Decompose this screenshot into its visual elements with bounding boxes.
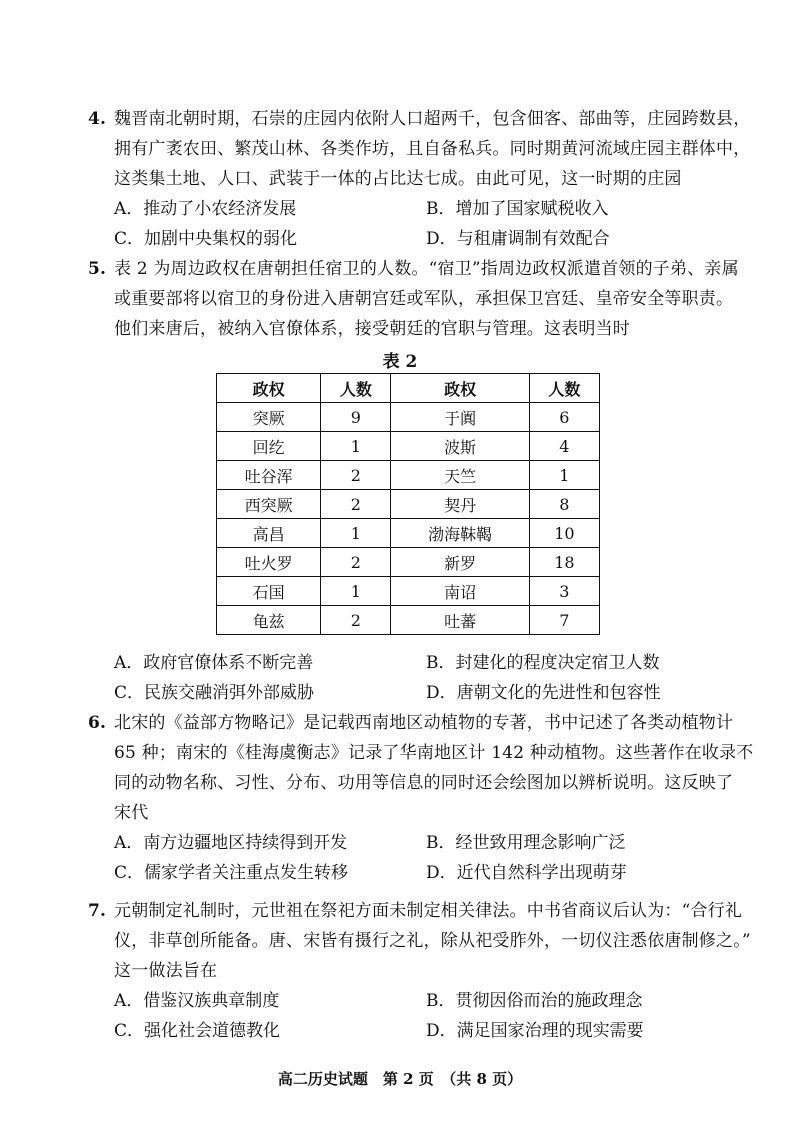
stem-line: 元朝制定礼制时，元世祖在祭祀方面未制定相关律法。中书省商议后认为：“合行礼 <box>114 901 743 921</box>
option-c[interactable]: C．儒家学者关注重点发生转移 <box>114 863 349 883</box>
table-row <box>217 577 600 606</box>
question-6 <box>88 708 754 888</box>
table-cell: 6 <box>529 403 599 432</box>
options-row <box>88 648 728 678</box>
option-d[interactable]: D．唐朝文化的先进性和包容性 <box>426 683 661 703</box>
stem-line: 这一做法旨在 <box>114 961 218 981</box>
table-cell: 吐蕃 <box>391 606 529 635</box>
options-row <box>88 1016 728 1046</box>
stem-line: 65 种；南宋的《桂海虞衡志》记录了华南地区计 142 种动植物。这些著作在收录不 <box>114 743 754 763</box>
question-5-options <box>88 648 728 708</box>
table-cell: 10 <box>529 519 599 548</box>
question-number: 6. <box>88 713 107 733</box>
option-a[interactable]: A．政府官僚体系不断完善 <box>114 653 314 673</box>
options-row <box>88 828 728 858</box>
table-row <box>217 461 600 490</box>
option-b[interactable]: B．封建化的程度决定宿卫人数 <box>426 653 660 673</box>
table-cell: 7 <box>529 606 599 635</box>
column-header: 人数 <box>529 374 599 403</box>
table-cell: 8 <box>529 490 599 519</box>
table-cell: 1 <box>321 432 391 461</box>
table-cell: 4 <box>529 432 599 461</box>
table-cell: 2 <box>321 490 391 519</box>
options-row <box>88 986 728 1016</box>
table-row <box>217 519 600 548</box>
option-a[interactable]: A．推动了小农经济发展 <box>114 199 297 219</box>
table-cell: 新罗 <box>391 548 529 577</box>
table-cell: 波斯 <box>391 432 529 461</box>
question-number: 7. <box>88 901 107 921</box>
stem-line: 仪，非草创所能备。唐、宋皆有摄行之礼，除从祀受胙外，一切仪注悉依唐制修之。” <box>114 931 751 951</box>
option-a[interactable]: A．南方边疆地区持续得到开发 <box>114 833 348 853</box>
question-4 <box>88 104 751 254</box>
table-row <box>217 548 600 577</box>
page-footer: 高二历史试题 第 2 页 （共 8 页） <box>277 1070 523 1088</box>
question-number: 4. <box>88 109 107 129</box>
option-b[interactable]: B．经世致用理念影响广泛 <box>426 833 626 853</box>
table-cell: 回纥 <box>217 432 321 461</box>
column-header: 政权 <box>217 374 321 403</box>
table-cell: 于阗 <box>391 403 529 432</box>
table-cell: 西突厥 <box>217 490 321 519</box>
question-stem <box>88 708 754 828</box>
options-row <box>88 858 728 888</box>
option-a[interactable]: A．借鉴汉族典章制度 <box>114 991 280 1011</box>
table-cell: 吐谷浑 <box>217 461 321 490</box>
options-row <box>88 678 728 708</box>
table-cell: 突厥 <box>217 403 321 432</box>
table-cell: 1 <box>321 577 391 606</box>
stem-line: 表 2 为周边政权在唐朝担任宿卫的人数。“宿卫”指周边政权派遣首领的子弟、亲属 <box>114 259 739 279</box>
table-cell: 吐火罗 <box>217 548 321 577</box>
stem-line: 他们来唐后，被纳入官僚体系，接受朝廷的官职与管理。这表明当时 <box>114 319 630 339</box>
table-cell: 契丹 <box>391 490 529 519</box>
option-b[interactable]: B．增加了国家赋税收入 <box>426 199 609 219</box>
option-c[interactable]: C．强化社会道德教化 <box>114 1021 281 1041</box>
table-row <box>217 606 600 635</box>
table-cell: 龟兹 <box>217 606 321 635</box>
option-c[interactable]: C．加剧中央集权的弱化 <box>114 229 298 249</box>
table-cell: 2 <box>321 548 391 577</box>
stem-line: 魏晋南北朝时期，石崇的庄园内依附人口超两千，包含佃客、部曲等，庄园跨数县， <box>114 109 751 129</box>
table-cell: 南诏 <box>391 577 529 606</box>
column-header: 政权 <box>391 374 529 403</box>
question-7 <box>88 896 751 1046</box>
table-cell: 1 <box>529 461 599 490</box>
table-cell: 石国 <box>217 577 321 606</box>
question-5 <box>88 254 739 344</box>
question-stem <box>88 896 751 986</box>
table-cell: 1 <box>321 519 391 548</box>
table-cell: 高昌 <box>217 519 321 548</box>
table-cell: 18 <box>529 548 599 577</box>
option-d[interactable]: D．近代自然科学出现萌芽 <box>426 863 627 883</box>
table-cell: 9 <box>321 403 391 432</box>
guard-count-table <box>216 373 600 635</box>
table-row <box>217 432 600 461</box>
options-row <box>88 194 728 224</box>
question-number: 5. <box>88 259 107 279</box>
option-d[interactable]: D．满足国家治理的现实需要 <box>426 1021 644 1041</box>
table-cell: 2 <box>321 606 391 635</box>
question-stem <box>88 104 751 194</box>
table-cell: 3 <box>529 577 599 606</box>
option-c[interactable]: C．民族交融消弭外部威胁 <box>114 683 315 703</box>
table-header-row <box>217 374 600 403</box>
column-header: 人数 <box>321 374 391 403</box>
stem-line: 拥有广袤农田、繁茂山林、各类作坊，且自备私兵。同时期黄河流域庄园主群体中， <box>114 139 751 159</box>
table-cell: 渤海靺鞨 <box>391 519 529 548</box>
stem-line: 或重要部将以宿卫的身份进入唐朝宫廷或军队，承担保卫宫廷、皇帝安全等职责。 <box>114 289 734 309</box>
stem-line: 这类集土地、人口、武装于一体的占比达七成。由此可见，这一时期的庄园 <box>114 169 682 189</box>
table-cell: 天竺 <box>391 461 529 490</box>
table-row <box>217 403 600 432</box>
option-b[interactable]: B．贯彻因俗而治的施政理念 <box>426 991 643 1011</box>
stem-line: 同的动物名称、习性、分布、功用等信息的同时还会绘图加以辨析说明。这反映了 <box>114 773 734 793</box>
table-row <box>217 490 600 519</box>
stem-line: 宋代 <box>114 803 149 823</box>
options-row <box>88 224 728 254</box>
table-caption: 表 2 <box>382 352 418 372</box>
question-stem <box>88 254 739 344</box>
stem-line: 北宋的《益部方物略记》是记载西南地区动植物的专著，书中记述了各类动植物计 <box>114 713 734 733</box>
option-d[interactable]: D．与租庸调制有效配合 <box>426 229 610 249</box>
table-cell: 2 <box>321 461 391 490</box>
